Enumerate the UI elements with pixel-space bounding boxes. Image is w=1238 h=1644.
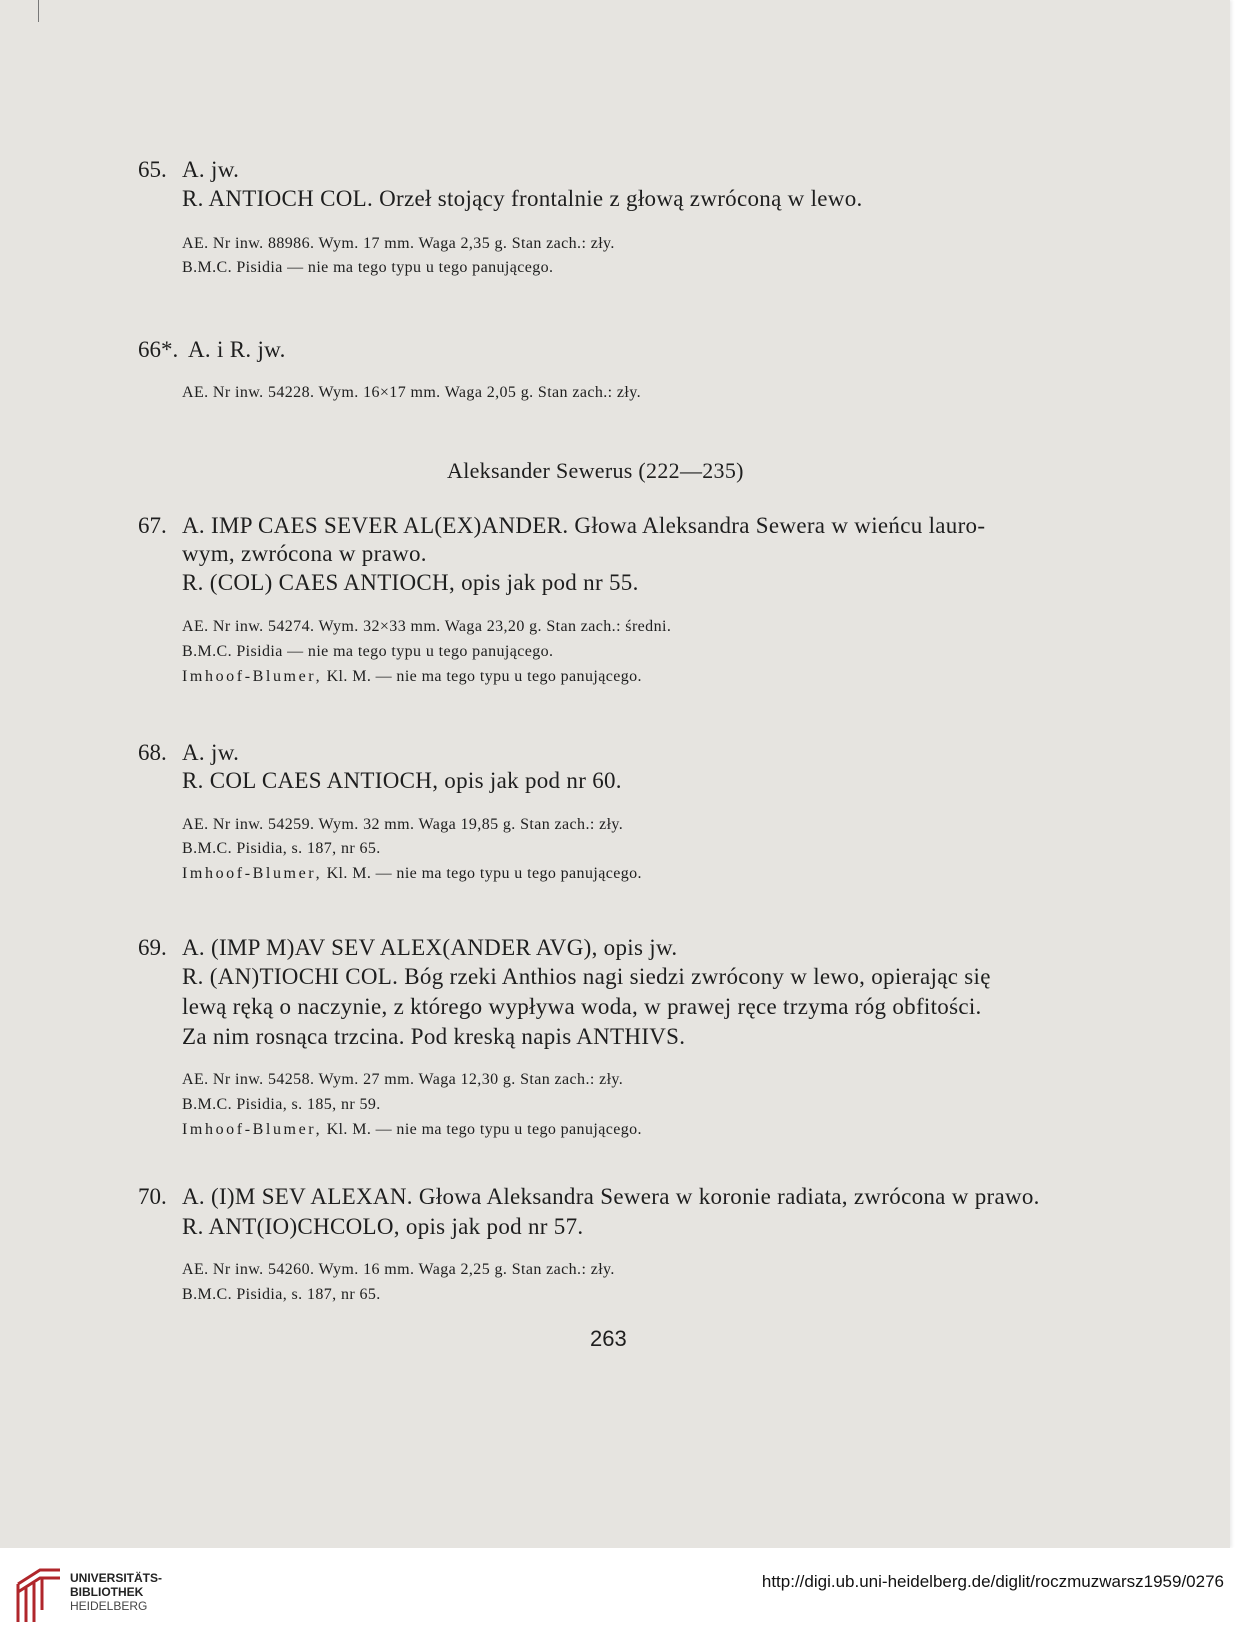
- author-name: Imhoof-Blumer,: [182, 865, 323, 882]
- entry-meta-imhoof: [182, 865, 642, 883]
- entry-line: A. (I)M SEV ALEXAN. Głowa Aleksandra Sewera w koronie radiata, zwrócona w prawo.: [182, 1184, 1040, 1209]
- entry-meta: AE. Nr inw. 54259. Wym. 32 mm. Waga 19,85 g. Stan zach.: zły.: [182, 816, 624, 833]
- entry-line: wym, zwrócona w prawo.: [182, 541, 427, 566]
- entry-meta: B.M.C. Pisidia — nie ma tego typu u tego panującego.: [182, 259, 554, 276]
- page-number: 263: [590, 1326, 627, 1351]
- entry-line: R. (AN)TIOCHI COL. Bóg rzeki Anthios nagi siedzi zwrócony w lewo, opierając się: [182, 964, 991, 989]
- entry-line: R. (COL) CAES ANTIOCH, opis jak pod nr 55.: [182, 570, 639, 595]
- section-heading: Aleksander Sewerus (222—235): [447, 458, 744, 483]
- entry-meta: AE. Nr inw. 54260. Wym. 16 mm. Waga 2,25 g. Stan zach.: zły.: [182, 1261, 615, 1278]
- entry-number: 69.: [138, 935, 167, 960]
- entry-line: R. ANTIOCH COL. Orzeł stojący frontalnie z głową zwróconą w lewo.: [182, 186, 863, 211]
- entry-line: A. (IMP M)AV SEV ALEX(ANDER AVG), opis jw.: [182, 935, 678, 960]
- entry-meta: AE. Nr inw. 88986. Wym. 17 mm. Waga 2,35 g. Stan zach.: zły.: [182, 235, 615, 252]
- entry-meta: B.M.C. Pisidia, s. 187, nr 65.: [182, 1286, 381, 1303]
- entry-meta: B.M.C. Pisidia, s. 185, nr 59.: [182, 1096, 381, 1113]
- author-name: Imhoof-Blumer,: [182, 1121, 323, 1138]
- entry-meta: B.M.C. Pisidia — nie ma tego typu u tego panującego.: [182, 643, 554, 660]
- library-name: [70, 1571, 162, 1613]
- entry-number: 66*.: [138, 337, 179, 362]
- entry-line: R. ANT(IO)CHCOLO, opis jak pod nr 57.: [182, 1214, 584, 1239]
- entry-line: A. i R. jw.: [188, 337, 286, 362]
- entry-meta: AE. Nr inw. 54228. Wym. 16×17 mm. Waga 2,05 g. Stan zach.: zły.: [182, 384, 642, 401]
- library-logo-icon: [14, 1566, 64, 1624]
- source-url-link[interactable]: http://digi.ub.uni-heidelberg.de/diglit/roczmuzwarsz1959/0276: [761, 1572, 1224, 1591]
- library-name-line: BIBLIOTHEK: [70, 1585, 144, 1599]
- entry-meta-imhoof: [182, 1121, 642, 1139]
- entry-meta: AE. Nr inw. 54274. Wym. 32×33 mm. Waga 23,20 g. Stan zach.: średni.: [182, 618, 672, 635]
- entry-number: 65.: [138, 157, 167, 182]
- imhoof-detail: Kl. M. — nie ma tego typu u tego panującego.: [326, 865, 642, 882]
- page-edge-mark: [38, 0, 39, 22]
- entry-meta: AE. Nr inw. 54258. Wym. 27 mm. Waga 12,30 g. Stan zach.: zły.: [182, 1071, 624, 1088]
- entry-line: A. jw.: [182, 740, 240, 765]
- footer-bar: [0, 1548, 1238, 1644]
- entry-meta-imhoof: [182, 668, 642, 686]
- entry-number: 70.: [138, 1184, 167, 1209]
- library-name-line: UNIVERSITÄTS-: [70, 1571, 163, 1585]
- author-name: Imhoof-Blumer,: [182, 668, 323, 685]
- entry-line: Za nim rosnąca trzcina. Pod kreską napis ANTHIVS.: [182, 1024, 686, 1049]
- entry-line: lewą ręką o naczynie, z którego wypływa woda, w prawej ręce trzyma róg obfitości.: [182, 994, 982, 1019]
- library-name-line: HEIDELBERG: [70, 1599, 148, 1613]
- entry-line: R. COL CAES ANTIOCH, opis jak pod nr 60.: [182, 768, 622, 793]
- entry-number: 67.: [138, 513, 167, 538]
- imhoof-detail: Kl. M. — nie ma tego typu u tego panującego.: [326, 668, 642, 685]
- entry-number: 68.: [138, 740, 167, 765]
- entry-meta: B.M.C. Pisidia, s. 187, nr 65.: [182, 840, 381, 857]
- entry-line: A. jw.: [182, 157, 240, 182]
- entry-line: A. IMP CAES SEVER AL(EX)ANDER. Głowa Aleksandra Sewera w wieńcu lauro-: [182, 513, 986, 538]
- imhoof-detail: Kl. M. — nie ma tego typu u tego panującego.: [326, 1121, 642, 1138]
